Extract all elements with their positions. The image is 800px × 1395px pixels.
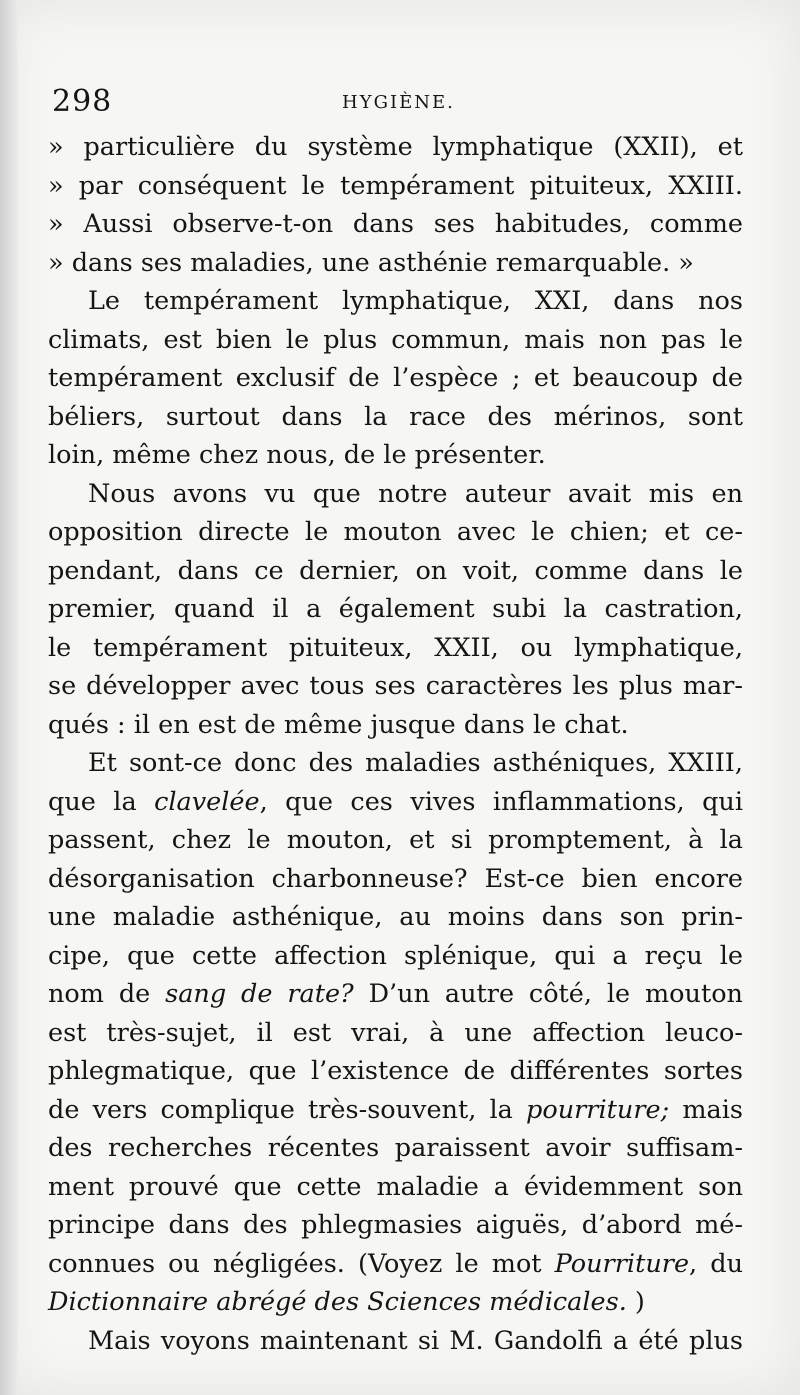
text-line <box>48 975 743 1014</box>
text-line: premier, quand il a également subi la castration, <box>48 594 743 624</box>
text-line: qués : il en est de même jusque dans le chat. <box>48 709 629 740</box>
text-line: des recherches récentes paraissent avoir suffisam- <box>48 1133 743 1163</box>
italic-dictionary-title: Dictionnaire abrégé des Sciences médicales. <box>48 1287 627 1317</box>
text-line: Mais voyons maintenant si M. Gandolfi a été plus <box>88 1325 743 1356</box>
text-line: est très-sujet, il est vrai, à une affection leuco- <box>48 1017 743 1048</box>
text-line: Le tempérament lymphatique, XXI, dans nos <box>88 286 743 316</box>
text-line: opposition directe le mouton avec le chien; et ce- <box>48 517 743 547</box>
paragraph-asthenic-diseases <box>48 744 743 1322</box>
text-segment: mais <box>669 1094 743 1125</box>
text-line: » par conséquent le tempérament pituiteux, XXIII. <box>48 170 743 201</box>
text-line: » particulière du système lymphatique (XXII), et <box>48 132 743 162</box>
text-line <box>48 783 743 822</box>
text-segment: connues ou négligées. (Voyez le mot <box>48 1248 555 1279</box>
italic-term-clavelee: clavelée <box>154 786 260 817</box>
text-line: » dans ses maladies, une asthénie remarquable. » <box>48 247 694 278</box>
text-segment: de vers complique très-souvent, la <box>48 1094 527 1125</box>
text-line: désorganisation charbonneuse? Est-ce bien encore <box>48 863 743 894</box>
text-segment: que la <box>48 786 155 817</box>
text-line: pendant, dans ce dernier, on voit, comme dans le <box>48 555 743 586</box>
text-line: le tempérament pituiteux, XXII, ou lymphatique, <box>48 632 743 663</box>
text-segment: D’un autre côté, le mouton <box>353 979 743 1009</box>
text-line <box>48 1245 743 1284</box>
text-line <box>48 1283 743 1322</box>
text-segment: ) <box>626 1287 645 1317</box>
text-line: cipe, que cette affection splénique, qui a reçu le <box>48 940 743 971</box>
paragraph-lymphatic-temperament <box>48 282 743 475</box>
text-segment: nom de <box>48 979 166 1009</box>
paragraph-sheep-and-dog <box>48 475 743 745</box>
italic-term-pourriture: pourriture; <box>526 1094 670 1125</box>
running-head: HYGIÈNE. <box>342 92 455 113</box>
page-number: 298 <box>52 84 113 119</box>
text-line: une maladie asthénique, au moins dans son prin- <box>48 902 743 932</box>
text-line: Et sont-ce donc des maladies asthéniques, XXIII, <box>88 748 743 778</box>
text-line: Nous avons vu que notre auteur avait mis en <box>88 478 743 509</box>
text-line: principe dans des phlegmasies aiguës, d’abord mé- <box>48 1210 743 1240</box>
text-line: phlegmatique, que l’existence de différentes sortes <box>48 1056 743 1086</box>
text-line: climats, est bien le plus commun, mais non pas le <box>48 324 743 355</box>
text-line: béliers, surtout dans la race des mérinos, sont <box>48 401 743 432</box>
text-line: ment prouvé que cette maladie a évidemment son <box>48 1171 743 1202</box>
italic-term-pourriture-ref: Pourriture <box>554 1248 690 1279</box>
text-line: loin, même chez nous, de le présenter. <box>48 440 546 470</box>
text-line: tempérament exclusif de l’espèce ; et beaucoup de <box>48 363 743 393</box>
text-line <box>48 1091 743 1130</box>
text-line: se développer avec tous ses caractères les plus mar- <box>48 671 743 701</box>
text-line: passent, chez le mouton, et si promptement, à la <box>48 825 743 855</box>
body-text <box>48 128 743 1360</box>
text-segment: , que ces vives inflammations, qui <box>259 786 743 817</box>
paragraph-quote-continuation <box>48 128 743 282</box>
paragraph-gandolfi <box>48 1322 743 1361</box>
text-line: » Aussi observe-t-on dans ses habitudes, comme <box>48 209 743 239</box>
page-header <box>52 84 742 124</box>
page-gutter-shadow <box>0 0 18 1395</box>
text-segment: , du <box>689 1248 744 1279</box>
italic-term-sang-de-rate: sang de rate? <box>165 979 354 1009</box>
